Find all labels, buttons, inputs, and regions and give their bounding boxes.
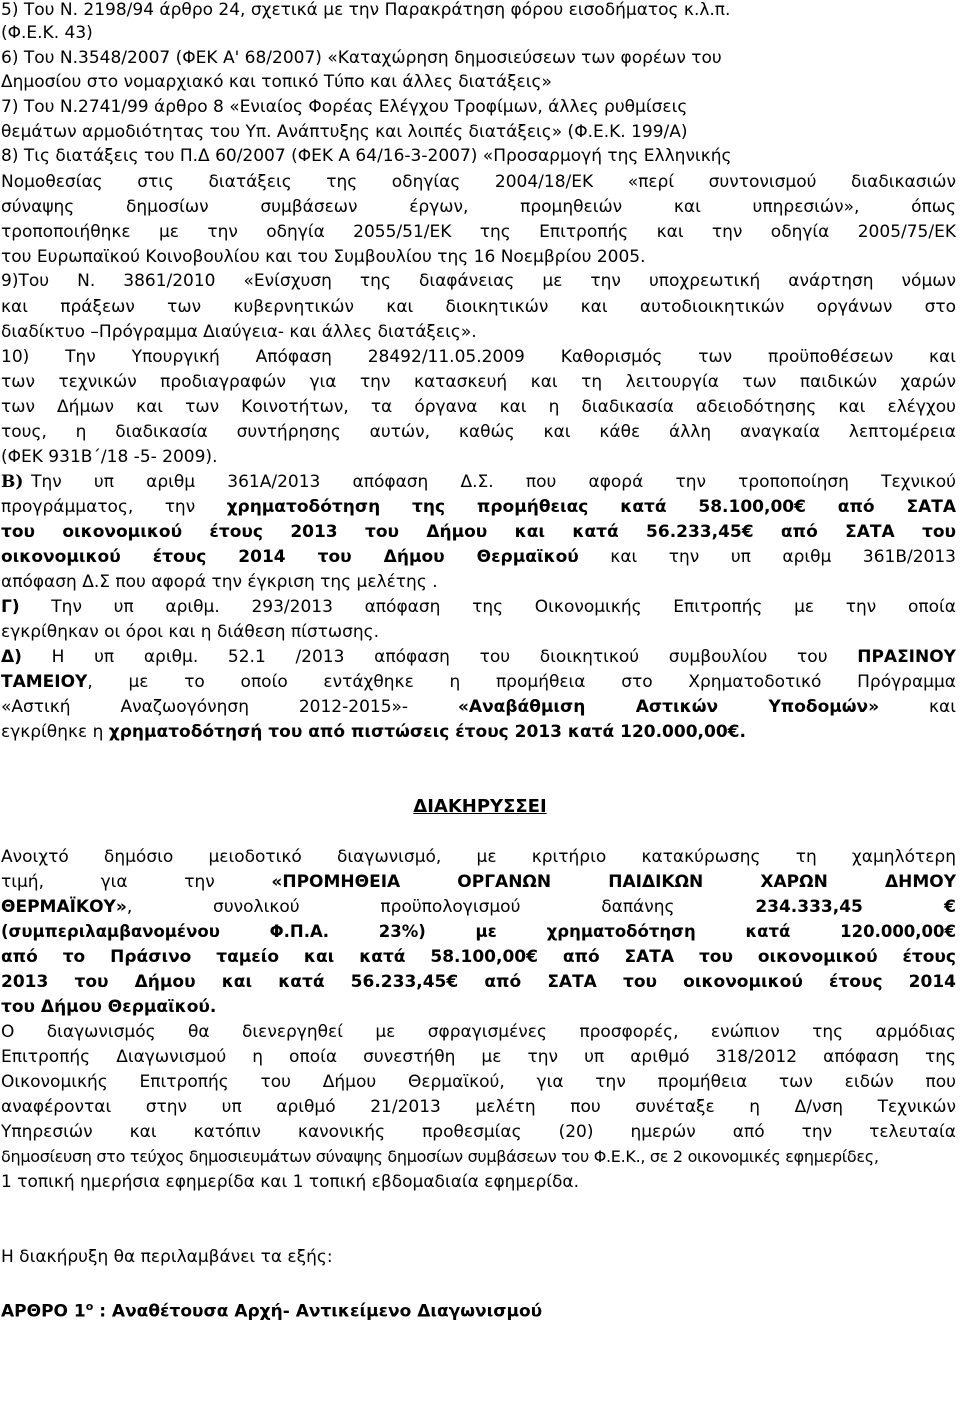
bold-span: : Αναθέτουσα Αρχή- Αντικείμενο Διαγωνισμού (93, 1301, 543, 1322)
text-span: Η υπ αριθμ. 52.1 /2013 απόφαση του διοικητικού συμβουλίου του (21, 647, 858, 667)
text-line: Η διακήρυξη θα περιλαμβάνει τα εξής: (1, 1247, 333, 1267)
bold-span: «ΠΡΟΜΗΘΕΙΑ ΟΡΓΑΝΩΝ ΠΑΙΔΙΚΩΝ ΧΑΡΩΝ ΔΗΜΟΥ (271, 872, 957, 892)
text-span: , συνολικού προϋπολογισμού δαπάνης (126, 897, 756, 917)
bold-span: χρηματοδότησή του από πιστώσεις έτους 2013 κατά 120.000,00€. (108, 722, 746, 742)
text-line: σύναψης δημοσίων συμβάσεων έργων, προμηθειών και υπηρεσιών», όπως (1, 197, 956, 217)
text-line: (συμπεριλαμβανομένου Φ.Π.Α. 23%) με χρηματοδότηση κατά 120.000,00€ (1, 922, 956, 941)
text-line (1, 697, 956, 717)
text-line (1, 722, 956, 742)
text-line: 2013 του Δήμου και κατά 56.233,45€ από ΣΑΤΑ του οικονομικού έτους 2014 (1, 972, 956, 992)
bold-span: «Αναβάθμιση Αστικών Υποδομών» (457, 697, 880, 717)
text-line: 6) Του Ν.3548/2007 (ΦΕΚ Α' 68/2007) «Καταχώρηση δημοσιεύσεων των φορέων του (1, 48, 722, 68)
bold-span: χρηματοδότηση της προμήθειας κατά 58.100,00€ από ΣΑΤΑ (226, 497, 957, 517)
text-line: και πράξεων των κυβερνητικών και διοικητικών και αυτοδιοικητικών οργάνων στο (1, 297, 956, 317)
text-line: των τεχνικών προδιαγραφών για την κατασκευή και τη λειτουργία των παιδικών χαρών (1, 372, 956, 392)
section-marker-d: Δ) (1, 647, 22, 667)
text-line: από το Πράσινο ταμείο και κατά 58.100,00€ από ΣΑΤΑ του οικονομικού έτους (1, 947, 956, 967)
text-line (1, 647, 956, 667)
text-line: απόφαση Δ.Σ που αφορά την έγκριση της μελέτης . (1, 572, 438, 592)
text-span: Την υπ αριθμ. 293/2013 απόφαση της Οικονομικής Επιτροπής με την οποία (19, 597, 956, 617)
section-heading: ΔΙΑΚΗΡΥΣΣΕΙ (413, 796, 547, 817)
text-line: τροποποιήθηκε με την οδηγία 2055/51/ΕΚ της Επιτροπής και την οδηγία 2005/75/ΕΚ (1, 222, 956, 242)
text-line (1, 597, 956, 617)
bold-span: οικονομικού έτους 2014 του Δήμου Θερμαϊκού (1, 547, 579, 567)
text-line: (Φ.Ε.Κ. 43) (1, 23, 93, 43)
text-line: 1 τοπική ημερήσια εφημερίδα και 1 τοπική εβδομαδιαία εφημερίδα. (1, 1172, 579, 1192)
text-span: , με το οποίο εντάχθηκε η προμήθεια στο Χρηματοδοτικό Πρόγραμμα (87, 672, 956, 692)
text-line (1, 872, 956, 892)
text-line: 10) Την Υπουργική Απόφαση 28492/11.05.2009 Καθορισμός των προϋποθέσεων και (1, 347, 956, 367)
text-line: του Ευρωπαϊκού Κοινοβουλίου και του Συμβουλίου της 16 Νοεμβρίου 2005. (1, 247, 646, 267)
text-span: και την υπ αριθμ 361Β/2013 (578, 547, 956, 567)
text-line: 9)Του Ν. 3861/2010 «Ενίσχυση της διαφάνειας με την υποχρεωτική ανάρτηση νόμων (1, 271, 956, 291)
article-heading (1, 1297, 956, 1322)
text-line: εγκρίθηκαν οι όροι και η διάθεση πίστωσης. (1, 622, 380, 642)
text-line: 5) Του Ν. 2198/94 άρθρο 24, σχετικά με την Παρακράτηση φόρου εισοδήματος κ.λ.π. (1, 0, 731, 20)
text-span: εγκρίθηκε η (1, 722, 109, 742)
section-marker-b: Β) (1, 472, 24, 492)
text-line (1, 547, 956, 567)
text-line: του οικονομικού έτους 2013 του Δήμου και κατά 56.233,45€ από ΣΑΤΑ του (1, 522, 956, 542)
text-line: Επιτροπής Διαγωνισμού η οποία συνεστήθη με την υπ αριθμό 318/2012 απόφαση της (1, 1047, 956, 1067)
text-line: του Δήμου Θερμαϊκού. (1, 997, 217, 1017)
text-span: προγράμματος, την (1, 497, 227, 517)
text-line: 7) Του Ν.2741/99 άρθρο 8 «Ενιαίος Φορέας Ελέγχου Τροφίμων, άλλες ρυθμίσεις (1, 97, 688, 117)
text-line (1, 472, 956, 492)
text-line (1, 672, 956, 692)
text-line: θεμάτων αρμοδιότητας του Υπ. Ανάπτυξης και λοιπές διατάξεις» (Φ.Ε.Κ. 199/Α) (1, 122, 688, 142)
text-line: (ΦΕΚ 931Β΄/18 -5- 2009). (1, 447, 218, 467)
text-line: Ανοιχτό δημόσιο μειοδοτικό διαγωνισμό, με κριτήριο κατακύρωσης τη χαμηλότερη (1, 847, 956, 867)
text-line: διαδίκτυο –Πρόγραμμα Διαύγεια- και άλλες διατάξεις». (1, 322, 477, 342)
text-line: των Δήμων και των Κοινοτήτων, τα όργανα και η διαδικασία αδειοδότησης και ελέγχου (1, 397, 956, 417)
text-line: τους, η διαδικασία συντήρησης αυτών, καθώς και κάθε άλλη αναγκαία λεπτομέρεια (1, 422, 956, 442)
bold-span: ΘΕΡΜΑΪΚΟΥ» (1, 897, 127, 917)
text-line: Ο διαγωνισμός θα διενεργηθεί με σφραγισμένες προσφορές, ενώπιον της αρμόδιας (1, 1022, 956, 1042)
text-line: Οικονομικής Επιτροπής του Δήμου Θερμαϊκού, για την προμήθεια των ειδών που (1, 1072, 956, 1092)
bold-span: 234.333,45 € (755, 897, 956, 917)
text-span: Την υπ αριθμ 361Α/2013 απόφαση Δ.Σ. που αφορά την τροποποίηση Τεχνικού (31, 472, 956, 492)
text-line: 8) Τις διατάξεις του Π.Δ 60/2007 (ΦΕΚ Α 64/16-3-2007) «Προσαρμογή της Ελληνικής (1, 146, 732, 166)
text-line (1, 897, 956, 917)
text-line: Υπηρεσιών και κατόπιν κανονικής προθεσμίας (20) ημερών από την τελευταία (1, 1122, 956, 1142)
bold-span: ΤΑΜΕΙΟΥ (1, 672, 88, 692)
text-line (1, 497, 956, 517)
section-marker-g: Γ) (1, 597, 20, 617)
bold-span: ΑΡΘΡΟ 1 (1, 1301, 86, 1322)
text-span: «Αστική Αναζωογόνηση 2012-2015»- (1, 697, 458, 717)
bold-span: ΠΡΑΣΙΝΟΥ (857, 647, 956, 667)
text-line: Νομοθεσίας στις διατάξεις της οδηγίας 2004/18/ΕΚ «περί συντονισμού διαδικασιών (1, 172, 956, 192)
text-line: Δημοσίου στο νομαρχιακό και τοπικό Τύπο και άλλες διατάξεις» (1, 72, 552, 92)
text-line: αναφέρονται στην υπ αριθμό 21/2013 μελέτη που συνέταξε η Δ/νση Τεχνικών (1, 1097, 956, 1117)
text-span: και (879, 697, 956, 717)
superscript: ο (85, 1300, 94, 1313)
text-line: δημοσίευση στο τεύχος δημοσιευμάτων σύναψης δημοσίων συμβάσεων του Φ.Ε.Κ., σε 2 οικονομικές εφημερίδες, (1, 1147, 879, 1166)
text-span: τιμή, για την (1, 872, 272, 892)
